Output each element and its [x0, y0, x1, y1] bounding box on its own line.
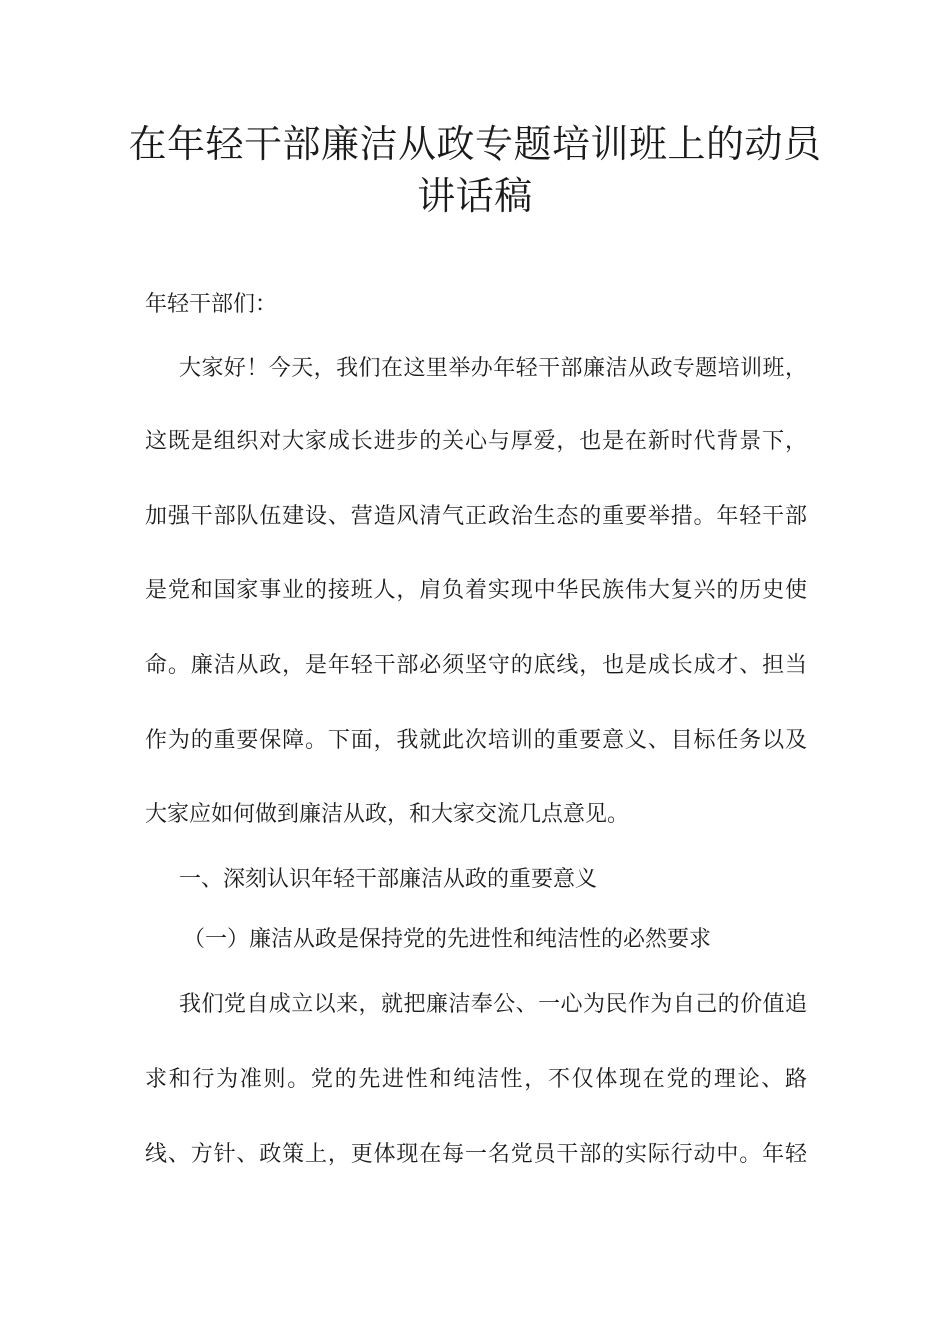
paragraph-1-line: 作为的重要保障。下面，我就此次培训的重要意义、目标任务以及: [145, 728, 807, 753]
salutation: 年轻干部们：: [145, 292, 278, 317]
paragraph-2-line: 我们党自成立以来，就把廉洁奉公、一心为民作为自己的价值追: [179, 992, 807, 1017]
section-heading-1: 一、深刻认识年轻干部廉洁从政的重要意义: [179, 867, 598, 892]
paragraph-1-line: 大家好！今天，我们在这里举办年轻干部廉洁从政专题培训班，: [179, 356, 807, 381]
paragraph-1-line: 大家应如何做到廉洁从政，和大家交流几点意见。: [145, 802, 630, 827]
document-title-line-1: 在年轻干部廉洁从政专题培训班上的动员: [128, 122, 822, 166]
paragraph-1-line: 命。廉洁从政，是年轻干部必须坚守的底线，也是成长成才、担当: [145, 653, 807, 678]
paragraph-1-line: 这既是组织对大家成长进步的关心与厚爱，也是在新时代背景下，: [145, 429, 807, 454]
subsection-heading-1: （一）廉洁从政是保持党的先进性和纯洁性的必然要求: [183, 927, 712, 952]
document-title-line-2: 讲话稿: [417, 174, 533, 218]
paragraph-2-line: 求和行为准则。党的先进性和纯洁性，不仅体现在党的理论、路: [145, 1067, 807, 1092]
paragraph-1-line: 加强干部队伍建设、营造风清气正政治生态的重要举措。年轻干部: [145, 504, 807, 529]
paragraph-2-line: 线、方针、政策上，更体现在每一名党员干部的实际行动中。年轻: [145, 1142, 807, 1167]
paragraph-1-line: 是党和国家事业的接班人，肩负着实现中华民族伟大复兴的历史使: [145, 578, 807, 603]
